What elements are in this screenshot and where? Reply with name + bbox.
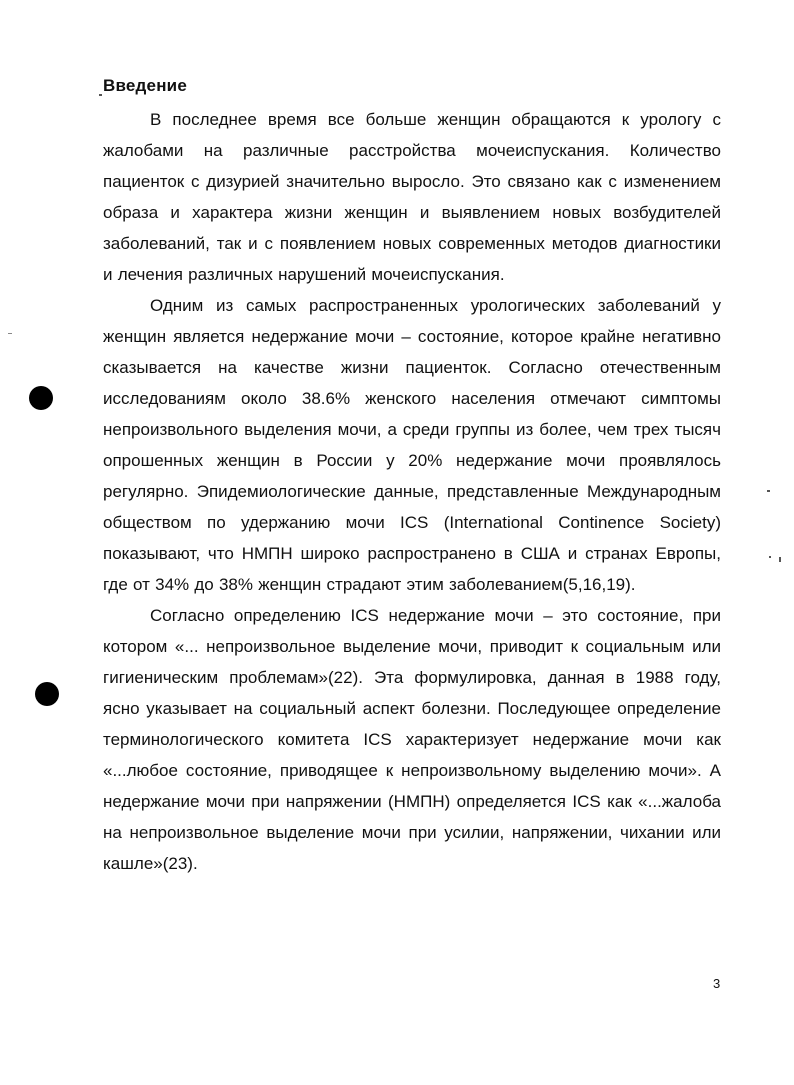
paragraph-1: В последнее время все больше женщин обращаются к урологу с жалобами на различные расстройства мочеиспускания. Количество пациенток с дизурией значительно выросло. Это связано как с изменением образа и характера жизни женщин и выявлением новых возбудителей заболеваний, так и с появлением новых современных методов диагностики и лечения различных нарушений мочеиспускания. [103, 110, 721, 284]
scan-speck [769, 556, 771, 558]
punch-hole-icon [35, 682, 59, 706]
scan-speck [767, 490, 770, 492]
punch-hole-icon [29, 386, 53, 410]
scan-speck [779, 557, 781, 562]
body-text [103, 104, 721, 879]
section-heading: Введение [103, 76, 187, 95]
paragraph-3: Согласно определению ICS недержание мочи – это состояние, при котором «... непроизвольное выделение мочи, приводит к социальным или гигиеническим проблемам»(22). Эта формулировка, данная в 1988 году, ясно указывает на социальный аспект болезни. Последующее определение терминологического комитета ICS характеризует недержание мочи как «...любое состояние, приводящее к непроизвольному выделению мочи». А недержание мочи при напряжении (НМПН) определяется ICS как «...жалоба на непроизвольное выделение мочи при усилии, напряжении, чихании или кашле»(23). [103, 606, 721, 873]
scan-speck [99, 94, 102, 96]
paragraph-2: Одним из самых распространенных урологических заболеваний у женщин является недержание мочи – состояние, которое крайне негативно сказывается на качестве жизни пациенток. Согласно отечественным исследованиям около 38.6% женского населения отмечают симптомы непроизвольного выделения мочи, а среди группы из более, чем трех тысяч опрошенных женщин в России у 20% недержание мочи проявлялось регулярно. Эпидемиологические данные, представленные Международным обществом по удержанию мочи ICS (International Continence Society) показывают, что НМПН широко распространено в США и странах Европы, где от 34% до 38% женщин страдают этим заболеванием(5,16,19). [103, 296, 721, 594]
scan-speck [8, 333, 12, 334]
page-number: 3 [713, 976, 721, 991]
